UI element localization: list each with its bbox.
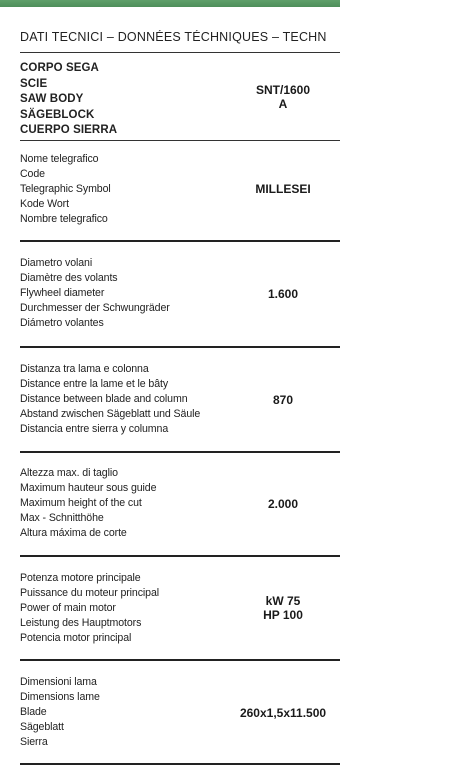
spec-value (220, 287, 346, 301)
spec-label: Distanza tra lama e colonna (20, 363, 149, 375)
spec-value-line: 870 (272, 393, 294, 407)
spec-value (220, 182, 346, 196)
spec-value (220, 706, 346, 720)
spec-label: Diamètre des volants (20, 272, 118, 284)
spec-value (220, 497, 346, 511)
spec-value (220, 594, 346, 622)
spec-label: Power of main motor (20, 602, 116, 614)
spec-label: Diámetro volantes (20, 317, 104, 329)
spec-section-main-motor-power (20, 571, 340, 649)
spec-label: Max - Schnitthöhe (20, 512, 104, 524)
spec-section-flywheel-diameter (20, 256, 340, 334)
spec-label: Blade (20, 706, 47, 718)
spec-label: Dimensions lame (20, 691, 100, 703)
spec-label: CORPO SEGA (20, 62, 99, 74)
page-title: DATI TECNICI – DONNÉES TÉCHNIQUES – TECHN (20, 30, 327, 44)
spec-label: Diametro volani (20, 257, 93, 269)
spec-label: Maximum height of the cut (20, 497, 142, 509)
spec-label: Flywheel diameter (20, 287, 105, 299)
spec-label: SCIE (20, 77, 48, 90)
spec-label: Distance entre la lame et le bâty (20, 378, 169, 390)
spec-value-line: 2.000 (267, 497, 299, 511)
spec-label: Distancia entre sierra y columna (20, 423, 169, 435)
spec-label: Dimensioni lama (20, 676, 97, 688)
spec-label: Nombre telegrafico (20, 213, 108, 225)
section-rule (20, 140, 340, 141)
spec-section-blade-dimensions (20, 675, 340, 753)
spec-value-line: MILLESEI (255, 182, 311, 196)
spec-label: Potenza motore principale (20, 572, 141, 584)
spec-label: CUERPO SIERRA (20, 124, 118, 136)
section-rule (20, 451, 340, 453)
spec-label: Telegraphic Symbol (20, 183, 111, 195)
spec-label: Kode Wort (20, 198, 69, 210)
spec-label: Code (20, 168, 45, 180)
spec-value-line: SNT/1600 (255, 83, 311, 97)
spec-value-line: 260x1,5x11.500 (239, 706, 327, 720)
spec-value (220, 393, 346, 407)
spec-section-max-cut-height (20, 466, 340, 544)
spec-label: Altura máxima de corte (20, 527, 127, 539)
section-rule (20, 659, 340, 661)
spec-label: Maximum hauteur sous guide (20, 482, 157, 494)
spec-labels (20, 675, 220, 750)
spec-label: Puissance du moteur principal (20, 587, 160, 599)
spec-label: SAW BODY (20, 93, 84, 105)
header-rule (20, 52, 340, 53)
section-rule (20, 240, 340, 242)
spec-label: Leistung des Hauptmotors (20, 617, 142, 629)
spec-labels (20, 466, 220, 541)
spec-label: SÄGEBLOCK (20, 108, 95, 121)
section-rule (20, 763, 340, 765)
spec-labels (20, 61, 220, 139)
spec-label: Nome telegrafico (20, 153, 99, 165)
spec-labels (20, 362, 220, 437)
spec-label: Abstand zwischen Sägeblatt und Säule (20, 408, 201, 420)
spec-label: Altezza max. di taglio (20, 467, 118, 479)
section-rule (20, 346, 340, 348)
spec-label: Durchmesser der Schwungräder (20, 302, 170, 314)
spec-value (220, 83, 346, 111)
spec-section-saw-body (20, 61, 340, 141)
spec-label: Sägeblatt (20, 721, 64, 733)
spec-value-line: kW 75 (265, 594, 301, 608)
section-rule (20, 555, 340, 557)
spec-value-line: HP 100 (263, 608, 303, 622)
spec-label: Distance between blade and column (20, 393, 188, 405)
top-color-band (0, 0, 340, 7)
spec-label: Sierra (20, 736, 48, 748)
spec-value-line: 1.600 (267, 287, 299, 301)
spec-labels (20, 256, 220, 331)
spec-section-blade-column-distance (20, 362, 340, 440)
spec-labels (20, 571, 220, 646)
spec-label: Potencia motor principal (20, 632, 132, 644)
spec-section-telegraphic-code (20, 152, 340, 230)
spec-labels (20, 152, 220, 227)
spec-value-line: A (278, 97, 288, 111)
